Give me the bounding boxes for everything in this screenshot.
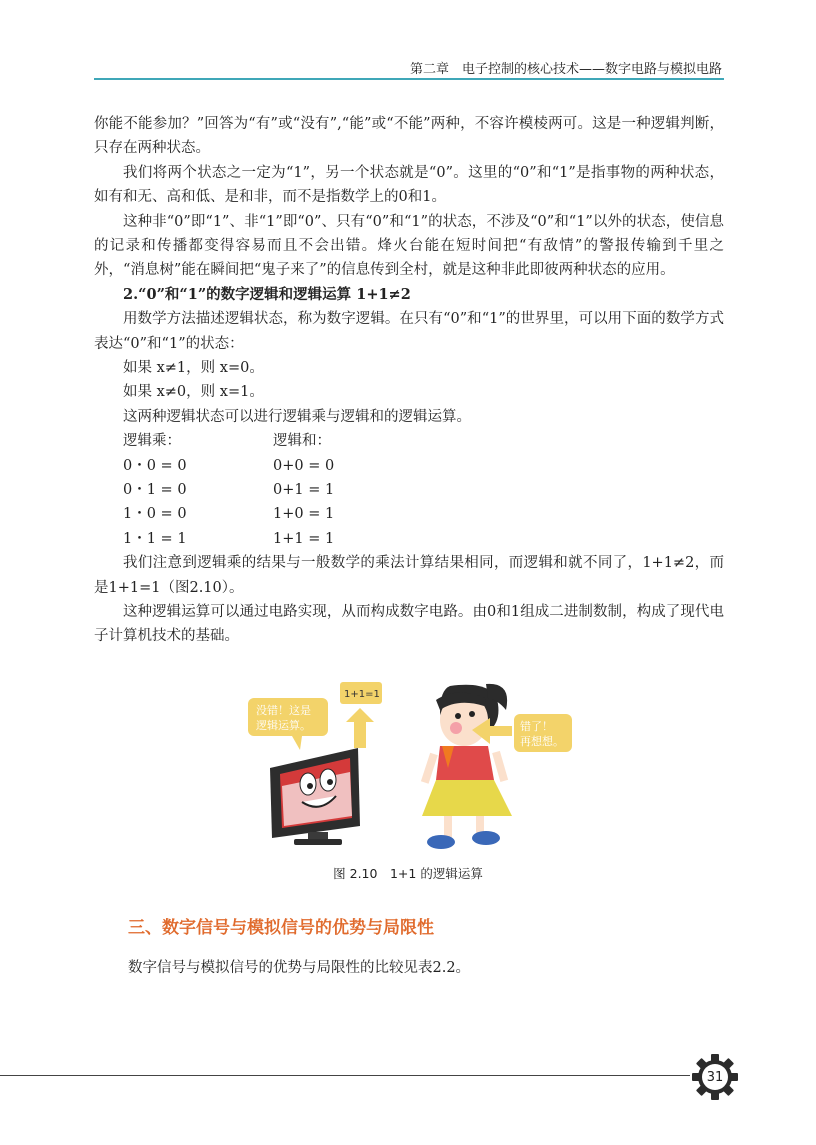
section-paragraph: 数字信号与模拟信号的优势与局限性的比较见表2.2。 [128, 960, 471, 976]
bubble-left-line1: 没错！这是 [256, 704, 311, 717]
paragraph: 用数学方法描述逻辑状态，称为数字逻辑。在只有“0”和“1”的世界里，可以用下面的数学方式表达“0”和“1”的状态： [94, 311, 724, 352]
logic-mul-cell: 1・0 = 0 [123, 506, 187, 523]
equation-box [340, 682, 382, 748]
logic-mul-cell: 0・0 = 0 [123, 457, 187, 474]
monitor-icon [270, 748, 360, 845]
logic-table [123, 429, 724, 551]
logic-row [123, 454, 724, 478]
logic-mul-cell: 0・1 = 0 [123, 482, 187, 499]
logic-add-cell: 1+1 = 1 [273, 530, 335, 547]
logic-add-heading: 逻辑和： [273, 433, 331, 450]
paragraph: 我们将两个状态之一定为“1”，另一个状态就是“0”。这里的“0”和“1”是指事物的两种状态，如有和无、高和低、是和非，而不是指数学上的0和1。 [94, 164, 724, 206]
page-number: 31 [706, 1069, 724, 1085]
equation-label: 1+1=1 [344, 689, 380, 700]
girl-character [421, 684, 512, 849]
bubble-left-line2: 逻辑运算。 [256, 719, 311, 732]
paragraph: 我们注意到逻辑乘的结果与一般数学的乘法计算结果相同，而逻辑和就不同了，1+1≠2，而是1+1=1（图2.10）。 [94, 555, 724, 596]
paragraph: 这两种逻辑状态可以进行逻辑乘与逻辑和的逻辑运算。 [123, 408, 471, 425]
up-arrow-icon [354, 720, 366, 748]
subsection-heading: 2.“0”和“1”的数字逻辑和逻辑运算 1+1≠2 [123, 285, 411, 303]
logic-table-header [123, 429, 724, 453]
body-text [94, 112, 724, 649]
logic-add-cell: 0+1 = 1 [273, 482, 335, 499]
logic-row [123, 527, 724, 551]
footer-rule [0, 1075, 690, 1076]
chapter-title: 第二章 电子控制的核心技术——数字电路与模拟电路 [409, 62, 722, 77]
figure-caption: 图 2.10 1+1 的逻辑运算 [333, 866, 483, 881]
paragraph: 如果 x≠1，则 x=0。 [123, 360, 264, 377]
logic-add-cell: 1+0 = 1 [273, 506, 335, 523]
paragraph: 这种非“0”即“1”、非“1”即“0”、只有“0”和“1”的状态，不涉及“0”和“1”以外的状态，使信息的记录和传播都变得容易而且不会出错。烽火台能在短时间把“有敌情”的警报传输到千里之外，“消息树”能在瞬间把“鬼子来了”的信息传到全村，就是这种非此即彼两种状态的应用。 [94, 213, 724, 279]
paragraph: 这种逻辑运算可以通过电路实现，从而构成数字电路。由0和1组成二进制数制，构成了现代电子计算机技术的基础。 [94, 604, 724, 645]
logic-mul-heading: 逻辑乘： [123, 433, 181, 450]
paragraph: 你能不能参加？”回答为“有”或“没有”,“能”或“不能”两种，不容许模棱两可。这是一种逻辑判断，只存在两种状态。 [94, 116, 724, 157]
logic-add-cell: 0+0 = 0 [273, 457, 335, 474]
page-header [94, 58, 724, 80]
speech-bubble-left [248, 698, 328, 750]
up-arrow-head-icon [346, 708, 374, 722]
logic-row [123, 502, 724, 526]
bubble-right-line1: 错了！ [520, 720, 553, 733]
paragraph: 如果 x≠0，则 x=1。 [123, 384, 264, 401]
logic-illustration [236, 676, 586, 852]
section-heading: 三、数字信号与模拟信号的优势与局限性 [128, 918, 434, 938]
logic-mul-cell: 1・1 = 1 [123, 530, 187, 547]
bubble-right-line2: 再想想。 [520, 735, 564, 748]
logic-row [123, 478, 724, 502]
